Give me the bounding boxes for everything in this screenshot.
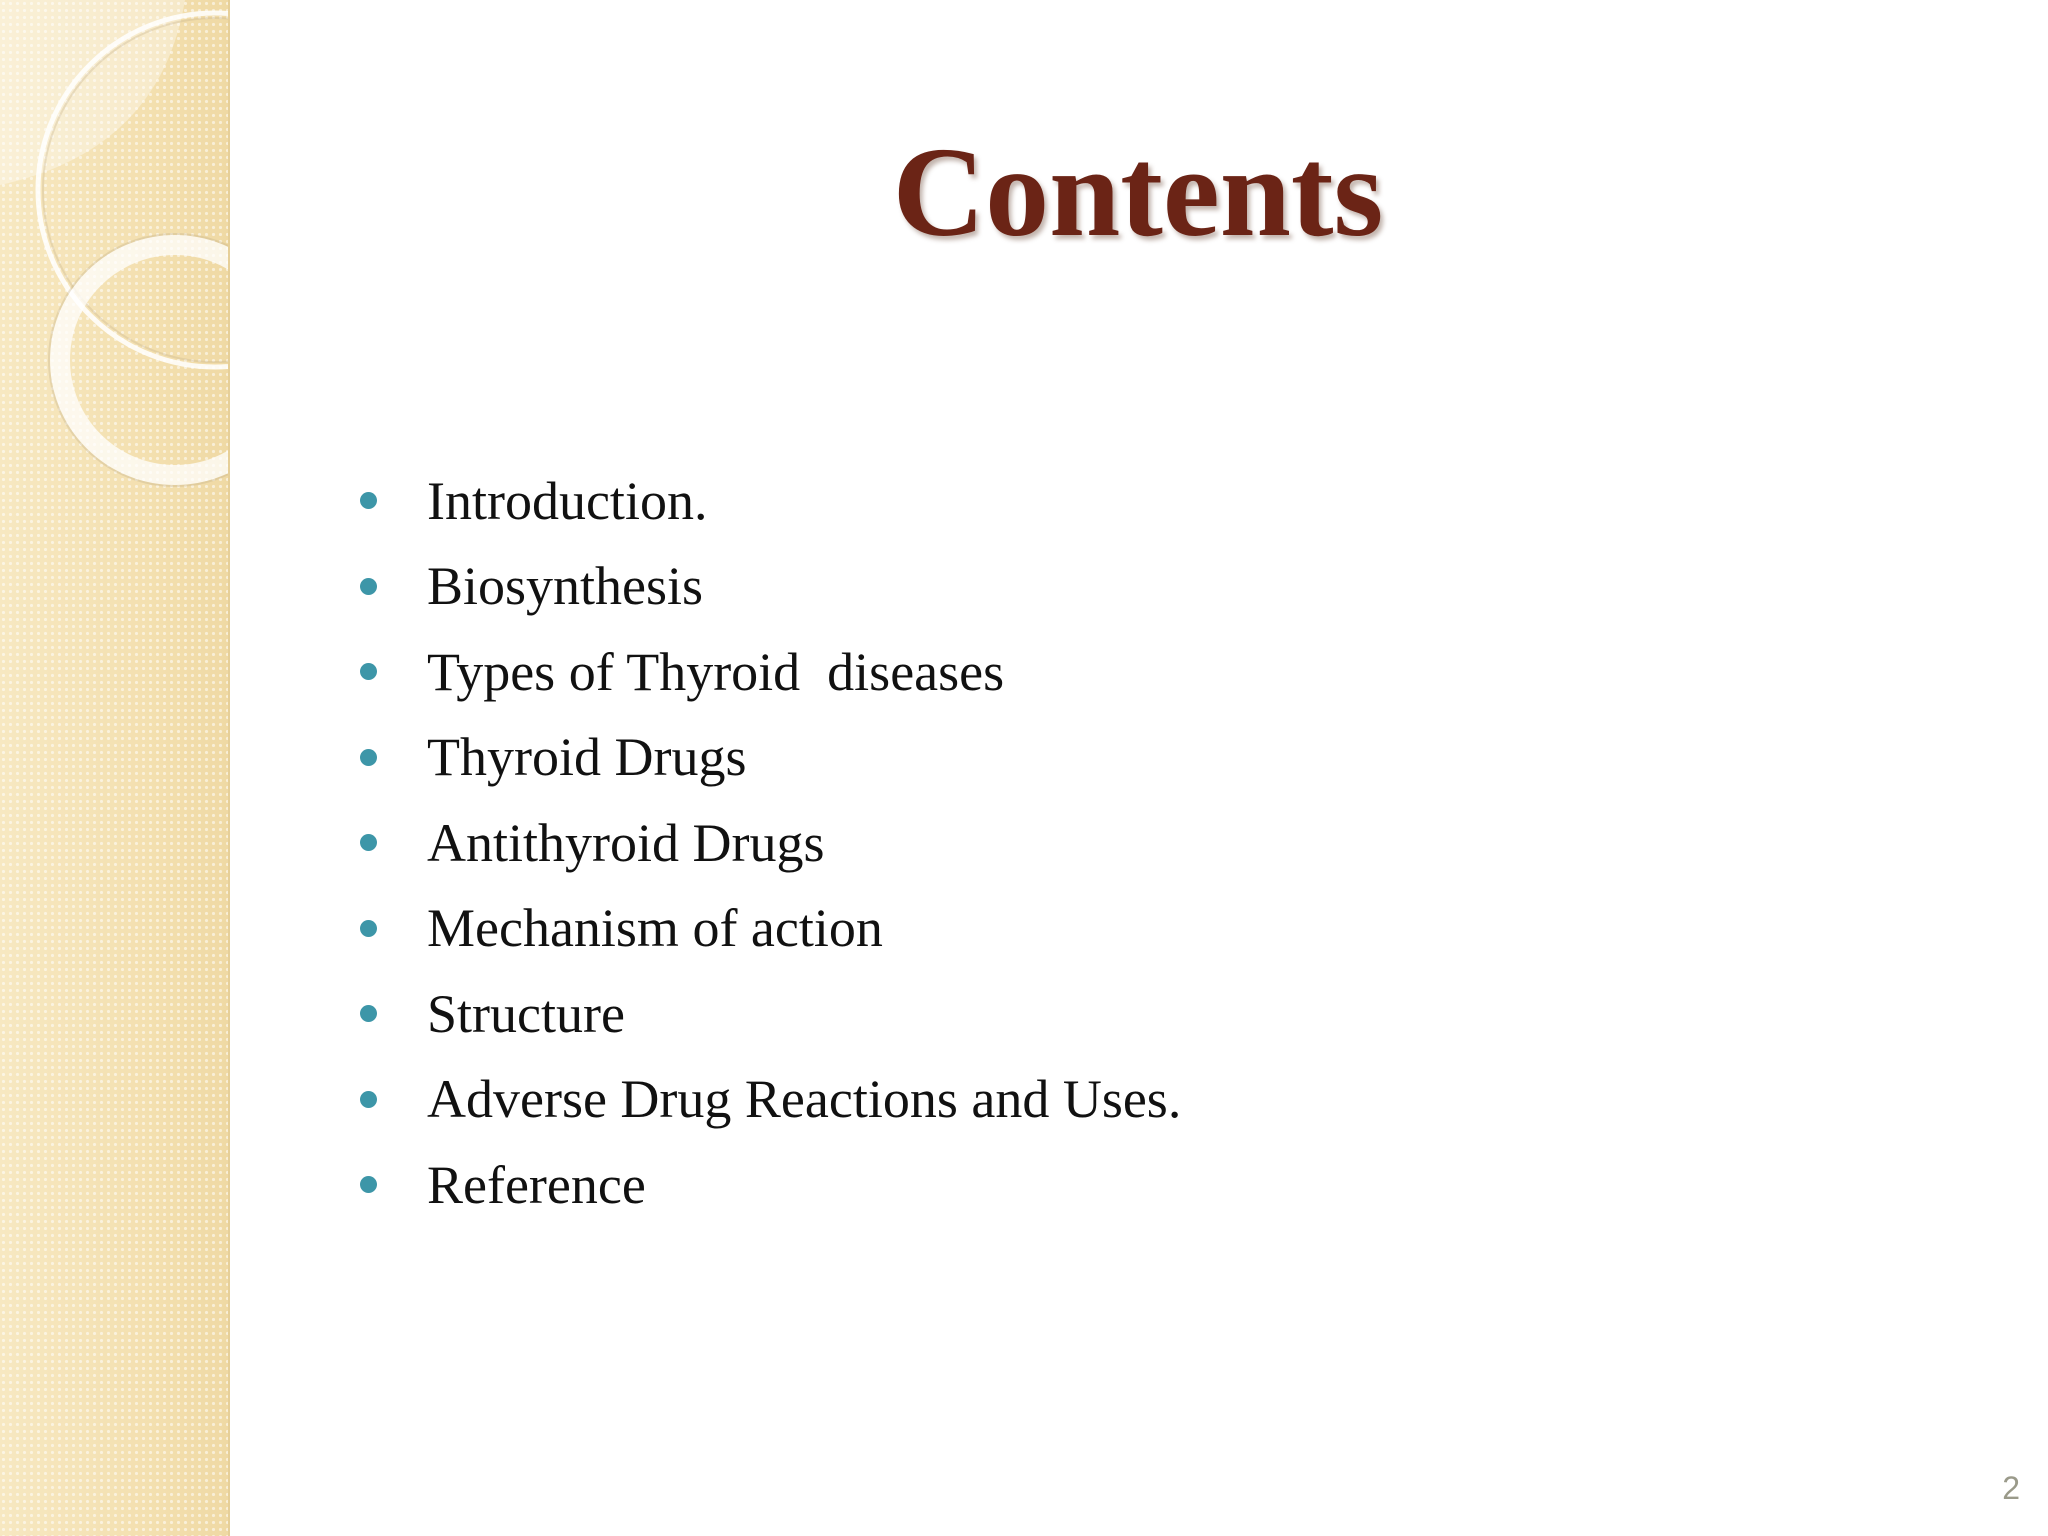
list-item-label: Reference [427, 1154, 646, 1215]
list-item-label: Structure [427, 983, 625, 1044]
slide-title: Contents [892, 121, 1384, 263]
bullet-icon [360, 492, 377, 509]
list-item [360, 544, 1181, 630]
decorative-side-panel [0, 0, 230, 1536]
bullet-icon [360, 1176, 377, 1193]
bullet-icon [360, 834, 377, 851]
list-item [360, 886, 1181, 972]
bullet-icon [360, 920, 377, 937]
list-item-label: Mechanism of action [427, 898, 883, 959]
list-item-label: Adverse Drug Reactions and Uses. [427, 1069, 1182, 1130]
bullet-icon [360, 663, 377, 680]
contents-list [360, 458, 1181, 1228]
list-item [360, 1142, 1181, 1228]
bullet-icon [360, 1005, 377, 1022]
list-item [360, 971, 1181, 1057]
bullet-icon [360, 1091, 377, 1108]
page-number: 2 [2002, 1470, 2020, 1506]
list-item-label: Thyroid Drugs [427, 727, 747, 788]
list-item [360, 458, 1181, 544]
list-item [360, 1057, 1181, 1143]
decorative-rings-icon [0, 0, 228, 520]
list-item-label: Biosynthesis [427, 556, 704, 617]
list-item-label: Antithyroid Drugs [427, 812, 825, 873]
bullet-icon [360, 578, 377, 595]
bullet-icon [360, 749, 377, 766]
list-item-label: Types of Thyroid diseases [427, 641, 1005, 702]
list-item [360, 715, 1181, 801]
list-item-label: Introduction. [427, 470, 708, 531]
list-item [360, 629, 1181, 715]
list-item [360, 800, 1181, 886]
